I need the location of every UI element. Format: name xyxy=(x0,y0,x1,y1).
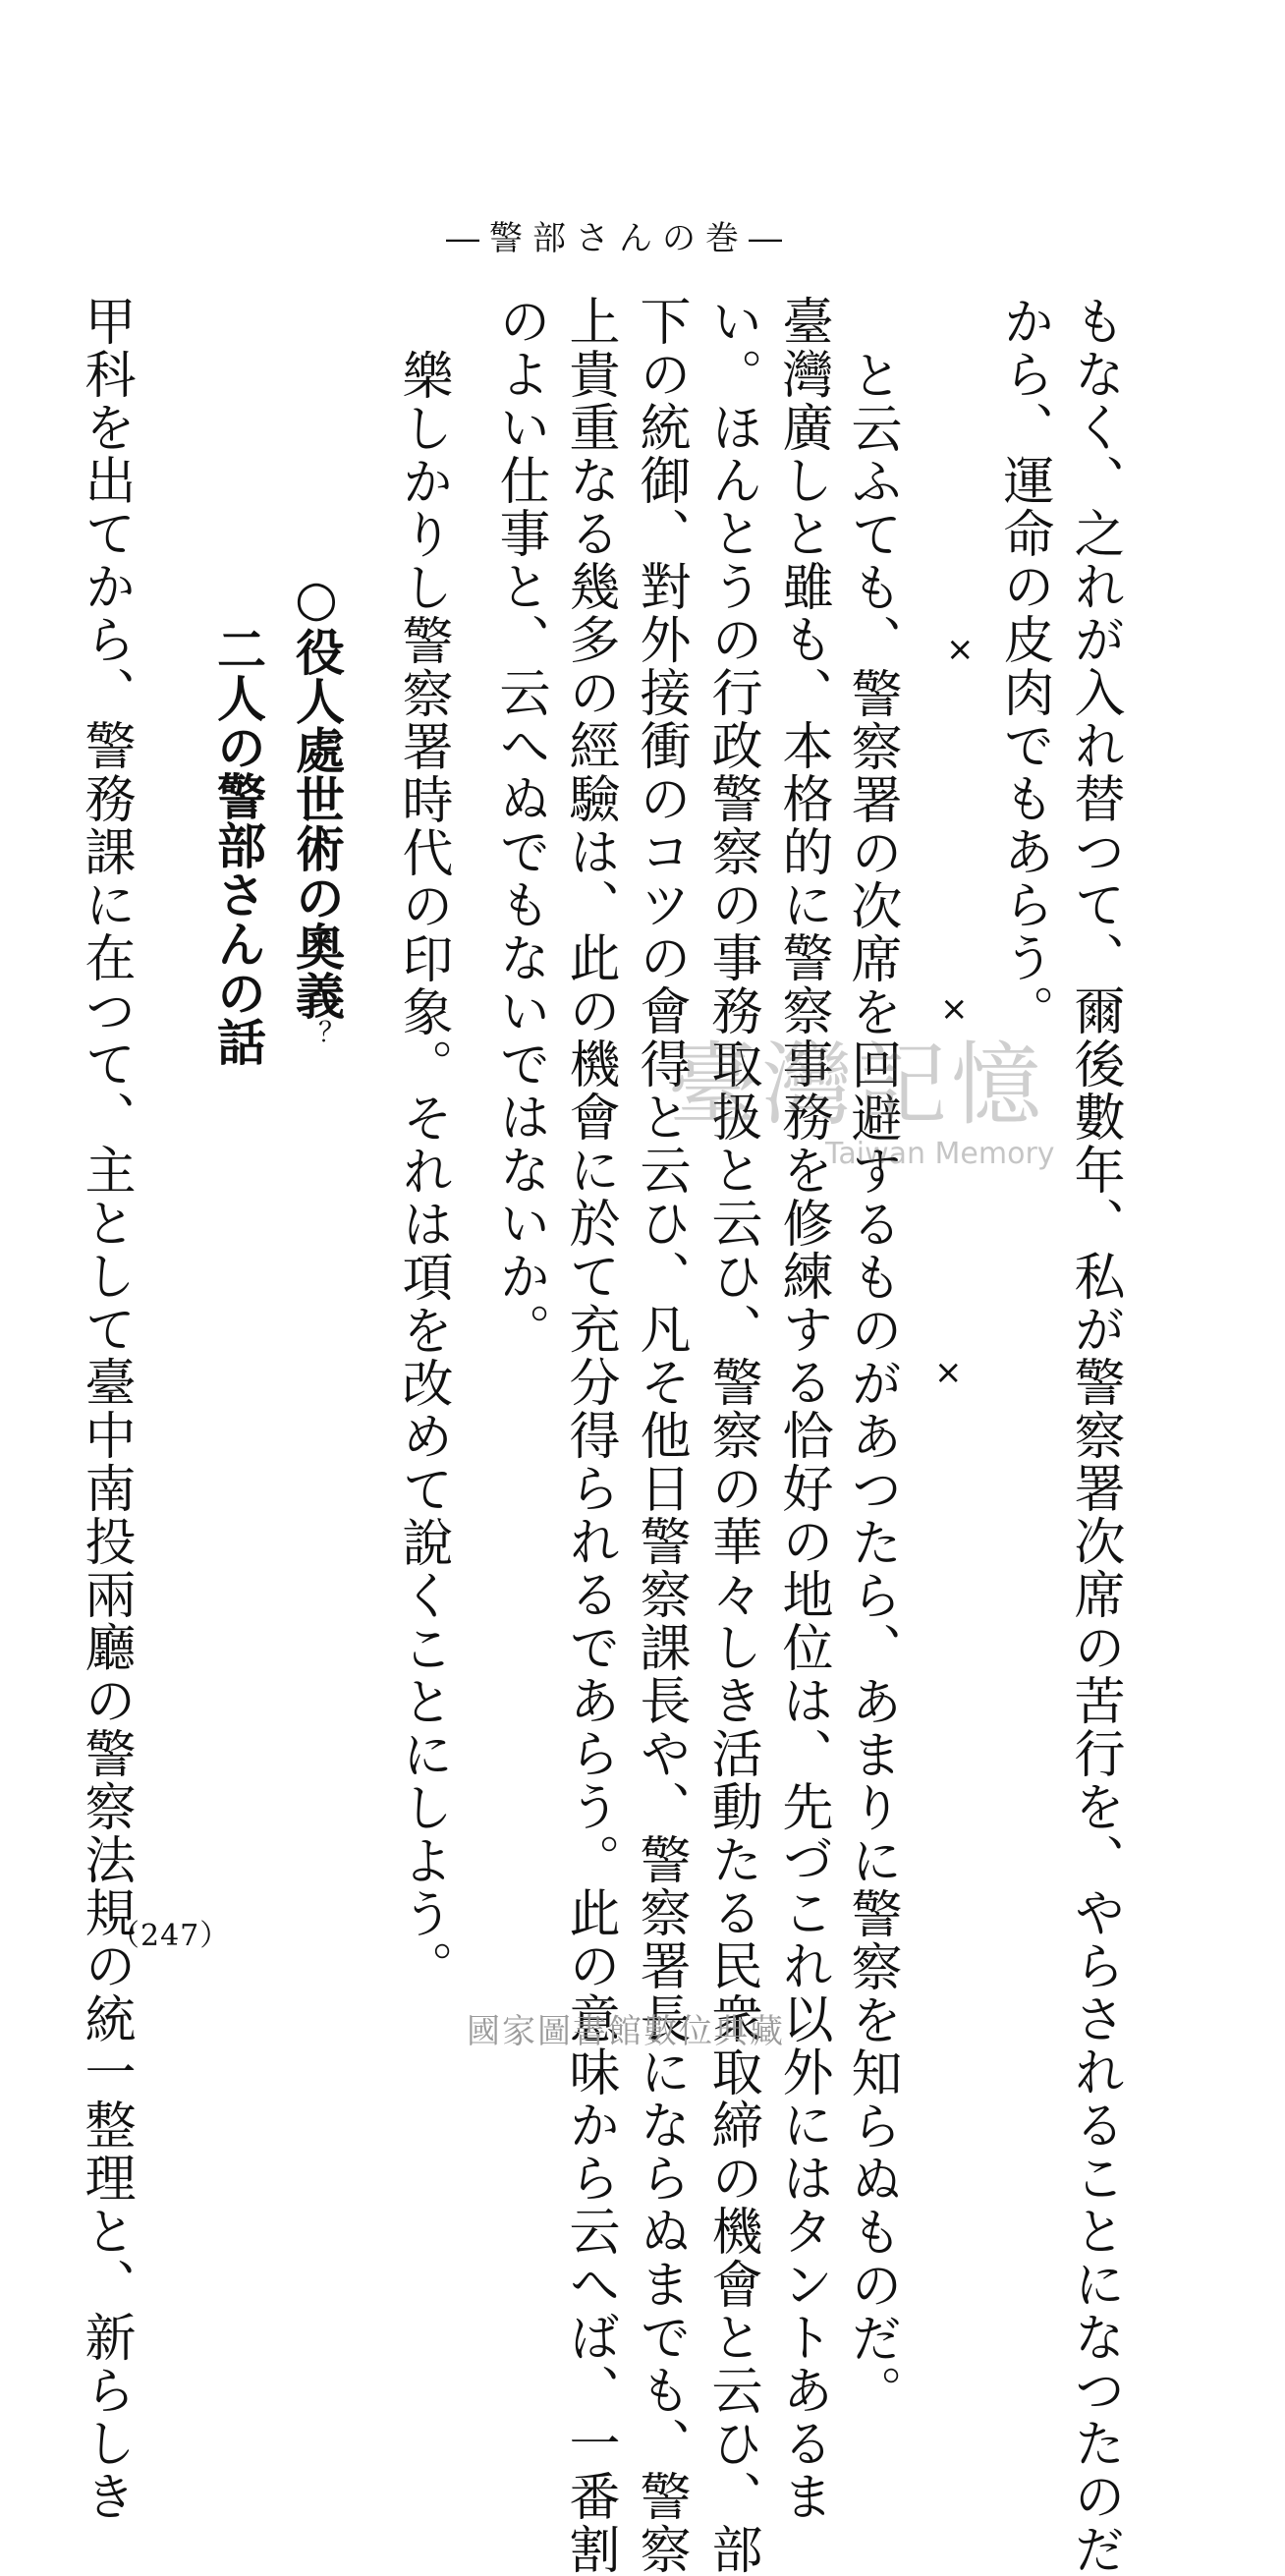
library-stamp: 國家圖書館數位典藏 xyxy=(467,2012,785,2051)
section-heading-text: ○役人處世術の奧義 xyxy=(288,570,345,1020)
section-break-mark: × xyxy=(940,989,969,1029)
page-number: （247） xyxy=(110,1919,231,1953)
section-break-mark: × xyxy=(946,630,975,669)
watermark-title: 臺灣記憶 xyxy=(668,1033,1046,1138)
section-break-mark: × xyxy=(934,1353,963,1392)
text-column-8: のよい仕事と、云へぬでもないではないか。 xyxy=(490,295,549,1356)
text-column-6: 下の統御、對外接衝のコツの會得と云ひ、凡そ他日警察課長や、警察署長にならぬまでも、警察 xyxy=(631,295,690,2576)
text-column-2: から、運命の皮肉でもあらう。 xyxy=(994,295,1053,1037)
section-heading xyxy=(285,570,346,1047)
text-column-10: 甲科を出てから、警務課に在つて、主として臺中南投兩廳の警察法規の統一整理と、新らしき xyxy=(76,295,135,2523)
text-column-3: と云ふても、警察署の次席を回避するものがあつたら、あまりに警察を知らぬものだ。 xyxy=(842,349,901,2418)
section-subheading: 二人の警部さんの話 xyxy=(209,624,266,1066)
running-head: ―警部さんの巻― xyxy=(446,219,792,258)
question-mark: ？ xyxy=(301,1020,333,1047)
text-column-1: もなく、之れが入れ替つて、爾後數年、私が警察署次席の苦行を、やらされることになつたのだ xyxy=(1065,295,1124,2576)
watermark-subtitle: Taiwan Memory xyxy=(825,1137,1055,1171)
text-column-7: 上貴重なる幾多の經驗は、此の機會に於て充分得られるであらう。此の意味から云へば、一番割 xyxy=(560,295,619,2576)
text-column-4: 臺灣廣しと雖も、本格的に警察事務を修練する恰好の地位は、先づこれ以外にはタントあるま xyxy=(773,295,832,2523)
text-column-5: い。ほんとうの行政警察の事務取扱と云ひ、警察の華々しき活動たる民衆取締の機會と云ひ、部 xyxy=(702,295,761,2576)
taiwan-memory-watermark xyxy=(668,1033,1081,1184)
text-column-9: 樂しかりし警察署時代の印象。それは項を改めて說くことにしよう。 xyxy=(393,349,452,1993)
